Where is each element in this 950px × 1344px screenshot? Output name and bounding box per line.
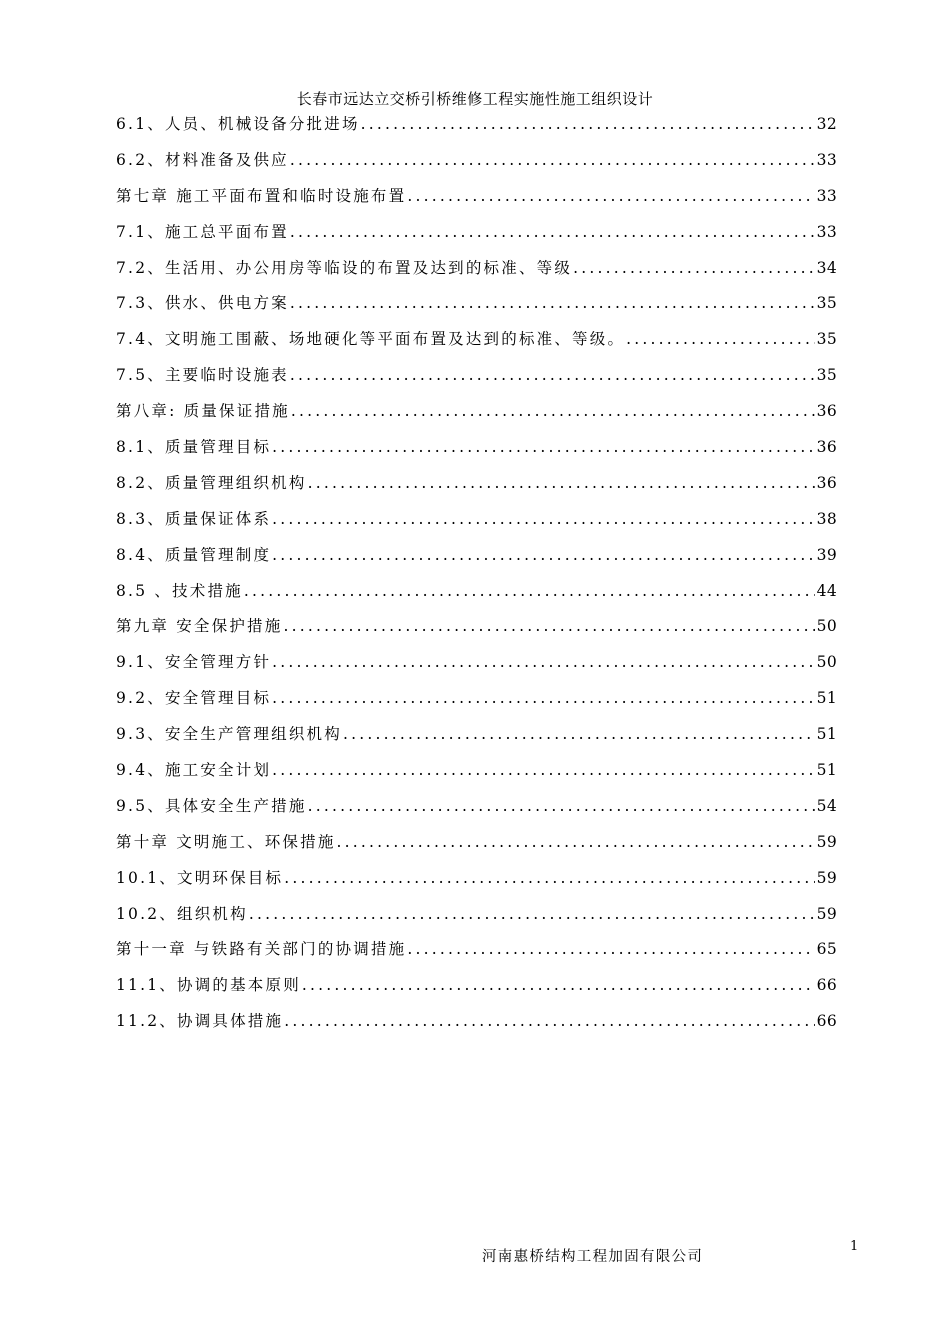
toc-entry[interactable] — [116, 937, 837, 973]
toc-entry-label: 7.4、文明施工围蔽、场地硬化等平面布置及达到的标准、等级。 — [116, 330, 626, 349]
toc-entry-label: 第十一章 与铁路有关部门的协调措施 — [116, 940, 407, 959]
toc-dot-leader — [290, 223, 815, 241]
toc-dot-leader — [343, 725, 815, 743]
toc-dot-leader — [302, 976, 815, 994]
toc-entry-page-number: 33 — [816, 186, 837, 205]
toc-entry-page-number: 65 — [816, 940, 837, 959]
toc-entry[interactable] — [116, 148, 837, 184]
toc-entry-label: 第七章 施工平面布置和临时设施布置 — [116, 186, 407, 205]
toc-dot-leader — [272, 689, 815, 707]
toc-entry-label: 第十章 文明施工、环保措施 — [116, 832, 336, 851]
toc-dot-leader — [407, 940, 814, 958]
toc-dot-leader — [361, 115, 815, 133]
toc-dot-leader — [573, 259, 815, 277]
toc-entry[interactable] — [116, 794, 837, 830]
toc-entry[interactable] — [116, 291, 837, 327]
toc-dot-leader — [272, 653, 815, 671]
toc-entry-page-number: 54 — [816, 796, 837, 815]
toc-entry-label: 7.3、供水、供电方案 — [116, 294, 289, 313]
toc-entry-label: 8.4、质量管理制度 — [116, 545, 272, 564]
toc-entry-label: 8.3、质量保证体系 — [116, 509, 272, 528]
toc-entry[interactable] — [116, 830, 837, 866]
toc-dot-leader — [249, 905, 815, 923]
toc-entry-page-number: 59 — [816, 904, 837, 923]
toc-entry-label: 7.1、施工总平面布置 — [116, 222, 289, 241]
toc-entry[interactable] — [116, 650, 837, 686]
toc-entry-page-number: 44 — [816, 581, 837, 600]
toc-entry-page-number: 66 — [816, 1012, 837, 1031]
toc-entry-page-number: 35 — [816, 330, 837, 349]
toc-entry-page-number: 50 — [816, 617, 837, 636]
toc-entry-label: 10.2、组织机构 — [116, 904, 248, 923]
toc-dot-leader — [290, 294, 815, 312]
toc-entry-page-number: 59 — [816, 868, 837, 887]
toc-entry-page-number: 66 — [816, 976, 837, 995]
toc-entry-label: 第九章 安全保护措施 — [116, 617, 283, 636]
toc-entry-page-number: 35 — [816, 366, 837, 385]
toc-entry-label: 9.4、施工安全计划 — [116, 761, 272, 780]
toc-entry[interactable] — [116, 184, 837, 220]
toc-entry[interactable] — [116, 220, 837, 256]
toc-entry[interactable] — [116, 363, 837, 399]
toc-entry[interactable] — [116, 1009, 837, 1045]
toc-dot-leader — [272, 761, 815, 779]
toc-entry[interactable] — [116, 614, 837, 650]
toc-entry-label: 9.2、安全管理目标 — [116, 689, 272, 708]
toc-entry[interactable] — [116, 579, 837, 615]
toc-entry-page-number: 51 — [816, 761, 837, 780]
toc-dot-leader — [337, 833, 815, 851]
toc-entry-page-number: 39 — [816, 545, 837, 564]
toc-entry[interactable] — [116, 471, 837, 507]
toc-entry-label: 9.3、安全生产管理组织机构 — [116, 725, 342, 744]
toc-entry[interactable] — [116, 543, 837, 579]
toc-entry[interactable] — [116, 112, 837, 148]
toc-entry[interactable] — [116, 399, 837, 435]
footer-page-number: 1 — [850, 1239, 859, 1254]
toc-entry-page-number: 38 — [816, 509, 837, 528]
toc-entry-page-number: 36 — [816, 438, 837, 457]
toc-entry-label: 9.1、安全管理方针 — [116, 653, 272, 672]
toc-entry[interactable] — [116, 507, 837, 543]
toc-entry[interactable] — [116, 256, 837, 292]
toc-entry-label: 10.1、文明环保目标 — [116, 868, 284, 887]
toc-entry-label: 6.2、材料准备及供应 — [116, 150, 289, 169]
toc-entry-page-number: 36 — [816, 473, 837, 492]
toc-dot-leader — [244, 582, 815, 600]
toc-entry[interactable] — [116, 722, 837, 758]
toc-dot-leader — [291, 402, 815, 420]
toc-dot-leader — [290, 366, 815, 384]
toc-entry-label: 8.1、质量管理目标 — [116, 438, 272, 457]
footer-company-name: 河南惠桥结构工程加固有限公司 — [482, 1249, 704, 1265]
toc-dot-leader — [272, 546, 815, 564]
toc-entry-page-number: 51 — [816, 725, 837, 744]
toc-entry[interactable] — [116, 327, 837, 363]
toc-entry-label: 11.2、协调具体措施 — [116, 1012, 284, 1031]
toc-entry-label: 7.2、生活用、办公用房等临设的布置及达到的标准、等级 — [116, 258, 573, 277]
toc-dot-leader — [290, 151, 815, 169]
toc-dot-leader — [283, 617, 814, 635]
table-of-contents — [116, 112, 837, 1045]
toc-entry-page-number: 32 — [816, 115, 837, 133]
toc-entry[interactable] — [116, 686, 837, 722]
toc-entry-label: 6.1、人员、机械设备分批进场 — [116, 115, 360, 133]
toc-entry-label: 第八章: 质量保证措施 — [116, 402, 290, 421]
toc-entry-page-number: 50 — [816, 653, 837, 672]
toc-entry-label: 8.5 、技术措施 — [116, 581, 243, 600]
toc-entry-page-number: 36 — [816, 402, 837, 421]
toc-dot-leader — [626, 330, 815, 348]
toc-dot-leader — [407, 187, 814, 205]
document-header-title: 长春市远达立交桥引桥维修工程实施性施工组织设计 — [296, 90, 654, 108]
toc-entry-page-number: 51 — [816, 689, 837, 708]
toc-entry-page-number: 35 — [816, 294, 837, 313]
toc-entry-page-number: 33 — [816, 222, 837, 241]
toc-dot-leader — [308, 797, 815, 815]
toc-entry[interactable] — [116, 973, 837, 1009]
toc-dot-leader — [308, 474, 815, 492]
toc-dot-leader — [284, 869, 814, 887]
toc-entry-label: 7.5、主要临时设施表 — [116, 366, 289, 385]
toc-entry-page-number: 59 — [816, 832, 837, 851]
toc-dot-leader — [272, 510, 815, 528]
toc-entry-page-number: 33 — [816, 150, 837, 169]
toc-entry[interactable] — [116, 435, 837, 471]
toc-entry-label: 11.1、协调的基本原则 — [116, 976, 301, 995]
toc-entry-page-number: 34 — [816, 258, 837, 277]
toc-entry[interactable] — [116, 866, 837, 902]
toc-entry[interactable] — [116, 902, 837, 938]
toc-entry[interactable] — [116, 758, 837, 794]
toc-entry-label: 9.5、具体安全生产措施 — [116, 796, 307, 815]
toc-entry-label: 8.2、质量管理组织机构 — [116, 473, 307, 492]
toc-dot-leader — [284, 1012, 814, 1030]
toc-dot-leader — [272, 438, 815, 456]
